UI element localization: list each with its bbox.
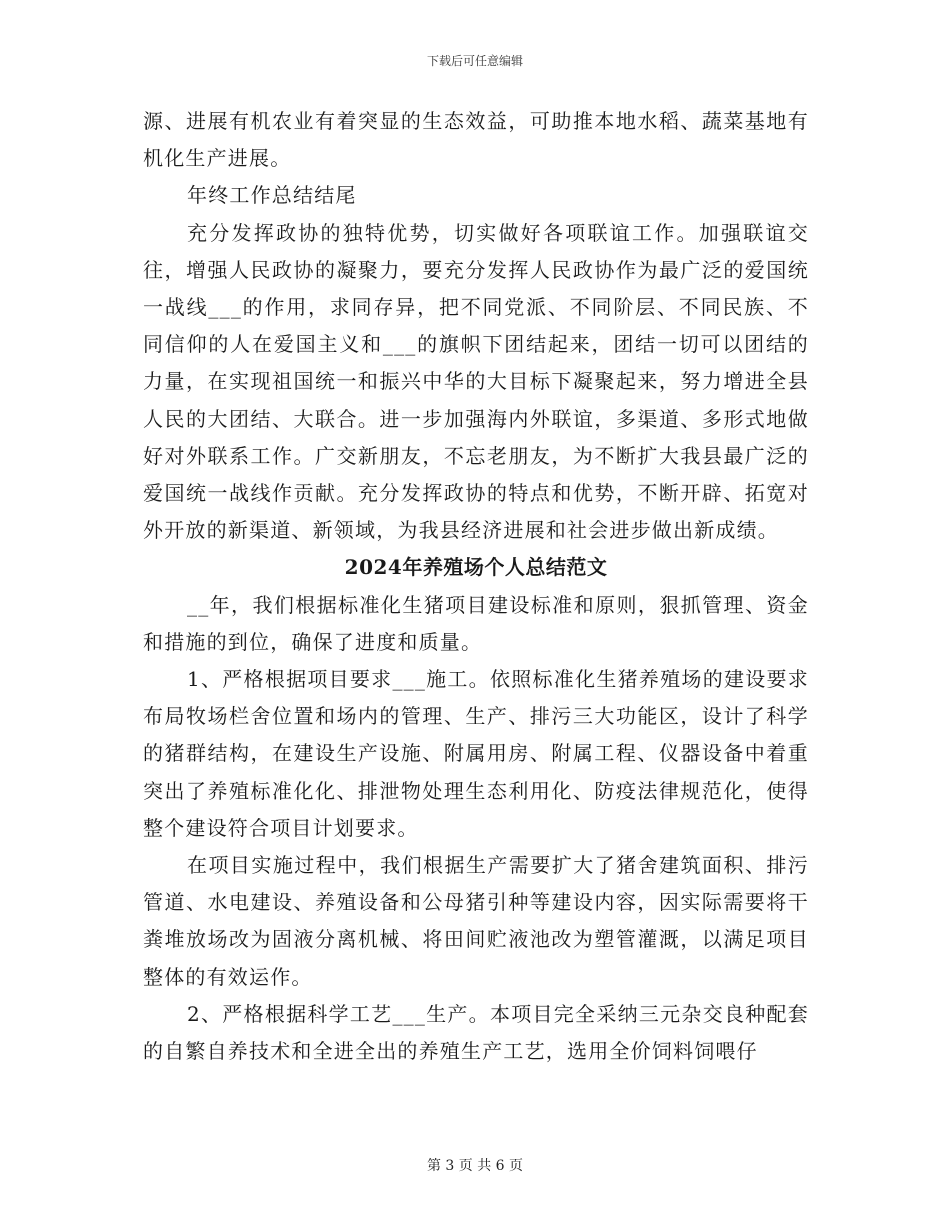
paragraph-point-1: 1、严格根据项目要求___施工。依照标准化生猪养殖场的建设要求布局牧场栏舍位置和场内的管理、生产、排污三大功能区，设计了科学的猪群结构，在建设生产设施、附属用房、附属工程、仪器设备中着重突出了养殖标准化化、排泄物处理生态利用化、防疫法律规范化，使得整个建设符合项目计划要求。 (143, 667, 809, 840)
page-header-note: 下载后可任意编辑 (426, 54, 523, 68)
section-title: 2024年养殖场个人总结范文 (344, 555, 608, 580)
document-body (143, 103, 809, 1070)
paragraph-implementation: 在项目实施过程中，我们根据生产需要扩大了猪舍建筑面积、排污管道、水电建设、养殖设备和公母猪引种等建设内容，因实际需要将干粪堆放场改为固液分离机械、将田间贮液池改为塑管灌溉，以满足项目整体的有效运作。 (143, 853, 809, 989)
page-number: 第 3 页 共 6 页 (426, 1158, 524, 1174)
paragraph-subheading: 年终工作总结结尾 (187, 183, 357, 208)
paragraph-united-front: 充分发挥政协的独特优势，切实做好各项联谊工作。加强联谊交往，增强人民政协的凝聚力，要充分发挥人民政协作为最广泛的爱国统一战线___的作用，求同存异，把不同党派、不同阶层、不同民族、不同信仰的人在爱国主义和___的旗帜下团结起来，团结一切可以团结的力量，在实现祖国统一和振兴中华的大目标下凝聚起来，努力增进全县人民的大团结、大联合。进一步加强海内外联谊，多渠道、多形式地做好对外联系工作。广交新朋友，不忘老朋友，为不断扩大我县最广泛的爱国统一战线作贡献。充分发挥政协的特点和优势，不断开辟、拓宽对外开放的新渠道、新领域，为我县经济进展和社会进步做出新成绩。 (143, 220, 809, 543)
paragraph-point-2: 2、严格根据科学工艺___生产。本项目完全采纳三元杂交良种配套的自繁自养技术和全进全出的养殖生产工艺，选用全价饲料饲喂仔 (143, 1001, 809, 1064)
paragraph-continuation: 源、进展有机农业有着突显的生态效益，可助推本地水稻、蔬菜基地有机化生产进展。 (143, 109, 809, 171)
paragraph-intro: __年，我们根据标准化生猪项目建设标准和原则，狠抓管理、资金和措施的到位，确保了进度和质量。 (143, 592, 809, 654)
